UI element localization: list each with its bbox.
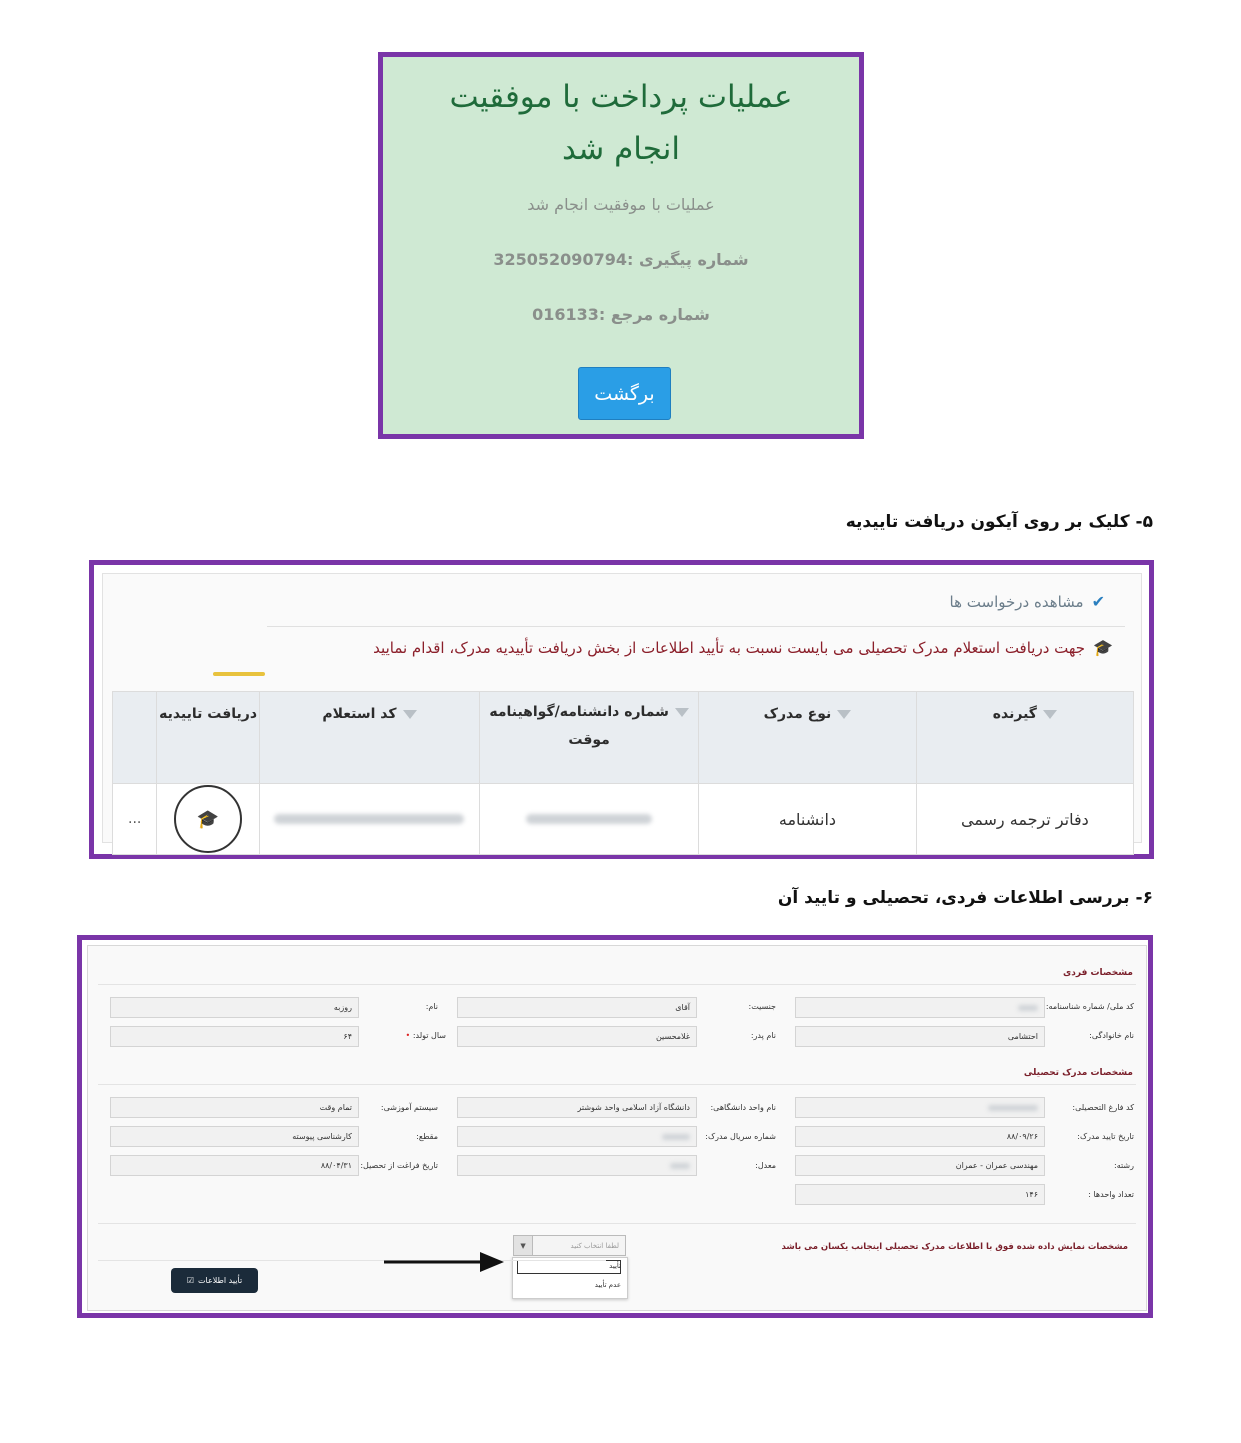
blurred-value xyxy=(526,814,652,824)
grad-code-field xyxy=(795,1097,1045,1118)
personal-section-title: مشخصات فردی xyxy=(1062,968,1133,978)
grad-date-field: ۸۸/۰۴/۳۱ xyxy=(110,1155,359,1176)
submit-info-button[interactable] xyxy=(171,1268,258,1293)
required-marker: • xyxy=(405,1031,411,1040)
arrow-icon xyxy=(382,1248,506,1276)
step6-heading: ۶- بررسی اطلاعات فردی، تحصیلی و تایید آن xyxy=(777,888,1153,908)
check-icon: ✔ xyxy=(1091,592,1105,611)
national-id-label: کد ملی/ شماره شناسنامه: xyxy=(1045,1002,1134,1011)
get-approval-button[interactable] xyxy=(174,785,242,853)
filter-icon[interactable] xyxy=(675,708,689,717)
grad-date-label: تاریخ فراغت از تحصیل: xyxy=(360,1161,438,1170)
first-name-label: نام: xyxy=(425,1002,438,1011)
table-row xyxy=(113,784,1134,855)
graduation-cap-icon: 🎓 xyxy=(196,808,220,830)
serial-field xyxy=(457,1126,697,1147)
divider xyxy=(98,1260,606,1261)
confirm-date-field: ۸۸/۰۹/۲۶ xyxy=(795,1126,1045,1147)
notice-bar xyxy=(267,626,1125,668)
select-placeholder: لطفا انتخاب کنید xyxy=(570,1241,619,1250)
divider xyxy=(98,984,1136,985)
approval-dropdown xyxy=(512,1257,628,1299)
cell-receiver: دفاتر ترجمه رسمی xyxy=(916,784,1133,855)
blurred-value xyxy=(274,814,464,824)
first-name-field: روزبه xyxy=(110,997,359,1018)
filter-icon[interactable] xyxy=(837,710,851,719)
major-label: رشته: xyxy=(1114,1161,1134,1170)
col-cert-number[interactable]: شماره دانشنامه/گواهینامه موقت xyxy=(480,692,699,784)
cell-doc-type: دانشنامه xyxy=(699,784,917,855)
info-form-panel xyxy=(77,935,1153,1318)
payment-success-panel xyxy=(378,52,864,439)
divider xyxy=(98,1084,1136,1085)
birth-year-label: سال تولد: • xyxy=(405,1031,446,1040)
chevron-down-icon[interactable]: ▼ xyxy=(514,1236,533,1255)
payment-title-line2: انجام شد xyxy=(562,131,680,167)
national-id-field xyxy=(795,997,1045,1018)
checkbox-icon: ☑ xyxy=(186,1276,195,1285)
education-section-title: مشخصات مدرک تحصیلی xyxy=(1023,1068,1133,1078)
confirm-date-label: تاریخ تایید مدرک: xyxy=(1077,1132,1134,1141)
notice-text: جهت دریافت استعلام مدرک تحصیلی می بایست نسبت به تأیید اطلاعات از بخش دریافت تأییدیه مدرک، اقدام نمایید xyxy=(373,638,1086,657)
col-actions xyxy=(113,692,157,784)
units-label: تعداد واحدها : xyxy=(1088,1190,1134,1199)
unit-label: نام واحد دانشگاهی: xyxy=(710,1103,776,1112)
approval-select[interactable] xyxy=(513,1235,626,1256)
unit-field: دانشگاه آزاد اسلامی واحد شوشتر xyxy=(457,1097,697,1118)
gpa-label: معدل: xyxy=(755,1161,776,1170)
accent-line xyxy=(213,672,265,676)
system-field: تمام وقت xyxy=(110,1097,359,1118)
col-get-approval: دریافت تاییدیه xyxy=(157,692,259,784)
divider xyxy=(98,1223,1136,1224)
system-label: سیستم آموزشی: xyxy=(380,1103,438,1112)
col-receiver[interactable]: گیرنده xyxy=(916,692,1133,784)
gender-field: آقای xyxy=(457,997,697,1018)
col-inquiry-code[interactable]: کد استعلام xyxy=(259,692,479,784)
cell-inquiry-code xyxy=(259,784,479,855)
dropdown-highlight xyxy=(517,1260,621,1274)
filter-icon[interactable] xyxy=(1043,710,1057,719)
birth-year-field: ۶۴ xyxy=(110,1026,359,1047)
level-field: کارشناسی پیوسته xyxy=(110,1126,359,1147)
major-field: مهندسی عمران - عمران xyxy=(795,1155,1045,1176)
cell-cert-number xyxy=(480,784,699,855)
serial-label: شماره سریال مدرک: xyxy=(705,1132,776,1141)
info-form-card xyxy=(87,945,1147,1311)
reference-number: شماره مرجع :016133 xyxy=(532,305,710,324)
option-approve[interactable]: تأیید xyxy=(609,1262,621,1270)
col-doc-type[interactable]: نوع مدرک xyxy=(699,692,917,784)
step5-heading: ۵- کلیک بر روی آیکون دریافت تاییدیه xyxy=(845,512,1153,532)
filter-icon[interactable] xyxy=(403,710,417,719)
requests-title-text: مشاهده درخواست ها xyxy=(949,592,1084,611)
table-header-row xyxy=(113,692,1134,784)
back-button[interactable]: برگشت xyxy=(578,367,671,420)
last-name-label: نام خانوادگی: xyxy=(1089,1031,1134,1040)
requests-panel xyxy=(89,560,1154,859)
payment-message: عملیات با موفقیت انجام شد xyxy=(527,195,715,214)
gender-label: جنسیت: xyxy=(748,1002,776,1011)
tracking-number: شماره پیگیری :325052090794 xyxy=(493,250,749,269)
submit-label: تأیید اطلاعات xyxy=(198,1276,243,1285)
last-name-field: احتشامی xyxy=(795,1026,1045,1047)
confirm-statement: مشخصات نمایش داده شده فوق با اطلاعات مدرک تحصیلی اینجانب یکسان می باشد xyxy=(781,1242,1128,1252)
row-more-button[interactable]: ... xyxy=(113,784,157,855)
gpa-field xyxy=(457,1155,697,1176)
graduation-cap-icon: 🎓 xyxy=(1093,638,1113,657)
cell-get-approval xyxy=(157,784,259,855)
option-reject[interactable]: عدم تأیید xyxy=(594,1281,621,1289)
requests-table xyxy=(112,691,1134,855)
payment-title-line1: عملیات پرداخت با موفقیت xyxy=(449,79,793,115)
level-label: مقطع: xyxy=(416,1132,438,1141)
units-field: ۱۴۶ xyxy=(795,1184,1045,1205)
father-field: غلامحسین xyxy=(457,1026,697,1047)
grad-code-label: کد فارغ التحصیلی: xyxy=(1072,1103,1134,1112)
father-label: نام پدر: xyxy=(750,1031,776,1040)
requests-title xyxy=(950,592,1105,611)
